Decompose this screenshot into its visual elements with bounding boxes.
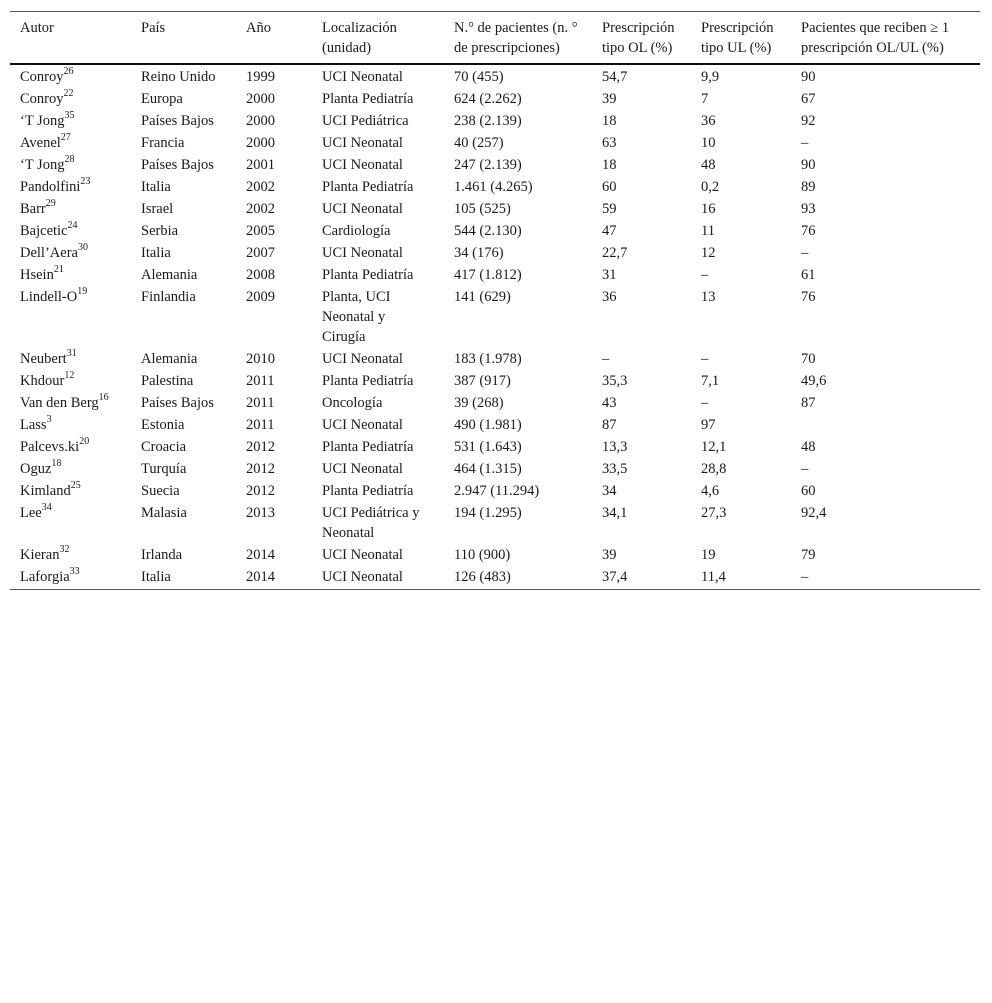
cell-ano: 2014	[236, 565, 312, 590]
reference-number: 16	[98, 392, 109, 404]
table-row	[10, 285, 980, 347]
author-name: Laforgia	[20, 569, 70, 585]
cell-pacientes-ol-ul: 70	[801, 351, 816, 367]
cell-ul: 27,3	[701, 505, 727, 521]
cell-ol: 13,3	[602, 439, 628, 455]
cell-localizacion: Planta Pediatría	[322, 179, 414, 195]
cell-ul: 4,6	[701, 483, 720, 499]
author-name: Pandolfini	[20, 179, 81, 195]
cell-pais: Irlanda	[141, 547, 183, 563]
cell-ol: 63	[602, 135, 617, 151]
cell-ol: 18	[602, 157, 617, 173]
author-name: Dell’Aera	[20, 245, 78, 261]
cell-n-pacientes: 105 (525)	[454, 201, 511, 217]
off-label-studies-table	[10, 11, 980, 590]
cell-ol: 47	[602, 223, 617, 239]
cell-n-pacientes: 70 (455)	[454, 69, 504, 85]
cell-ol: 43	[602, 395, 617, 411]
table-row	[10, 131, 980, 153]
cell-pacientes-ol-ul: 92	[801, 113, 816, 129]
cell-ol: 33,5	[602, 461, 628, 477]
author-name: Oguz	[20, 461, 52, 477]
cell-ano: 2011	[246, 373, 275, 389]
reference-number: 18	[51, 458, 62, 470]
author-name: Bajcetic	[20, 223, 68, 239]
col-header-autor: Autor	[10, 12, 131, 65]
reference-number: 29	[45, 198, 56, 210]
cell-n-pacientes: 490 (1.981)	[454, 417, 522, 433]
author-name: ‘T Jong	[20, 157, 65, 173]
cell-autor	[10, 479, 131, 501]
reference-number: 35	[64, 110, 75, 122]
cell-ano: 2000	[246, 113, 275, 129]
cell-ano: 2012	[246, 439, 275, 455]
cell-localizacion: UCI Neonatal	[322, 201, 403, 217]
reference-number: 24	[67, 220, 78, 232]
cell-ol: 18	[602, 113, 617, 129]
cell-pacientes-ol-ul	[791, 413, 980, 435]
author-name: Hsein	[20, 267, 54, 283]
cell-ul: 48	[701, 157, 716, 173]
cell-n-pacientes: 464 (1.315)	[454, 461, 522, 477]
cell-pais: Finlandia	[141, 289, 196, 305]
cell-ol: 34	[602, 483, 617, 499]
cell-ol: 31	[602, 267, 617, 283]
cell-localizacion: UCI Neonatal	[322, 417, 403, 433]
table-row	[10, 263, 980, 285]
cell-ano: 2011	[246, 417, 275, 433]
cell-ul: 11,4	[691, 565, 791, 590]
cell-pais: Italia	[131, 565, 236, 590]
table-row	[10, 153, 980, 175]
cell-ol: 39	[602, 547, 617, 563]
cell-pais: Países Bajos	[141, 395, 214, 411]
cell-ano: 2011	[246, 395, 275, 411]
cell-autor	[10, 457, 131, 479]
reference-number: 30	[77, 242, 88, 254]
cell-pais: Serbia	[141, 223, 179, 239]
cell-pacientes-ol-ul: 60	[801, 483, 816, 499]
cell-autor	[10, 175, 131, 197]
table-row	[10, 435, 980, 457]
cell-ul: 19	[701, 547, 716, 563]
cell-pacientes-ol-ul: 89	[801, 179, 816, 195]
cell-autor	[10, 109, 131, 131]
col-header-ano: Año	[236, 12, 312, 65]
cell-pacientes-ol-ul: –	[801, 135, 809, 151]
author-name: Conroy	[20, 91, 64, 107]
cell-autor	[10, 131, 131, 153]
reference-number: 33	[69, 566, 80, 578]
col-header-prescripcion-ol: Prescripción tipo OL (%)	[592, 12, 691, 65]
cell-localizacion: Planta Pediatría	[322, 91, 414, 107]
cell-pais: Italia	[141, 179, 171, 195]
reference-number: 12	[64, 370, 75, 382]
cell-ul: 97	[701, 417, 716, 433]
cell-localizacion: UCI Neonatal	[322, 547, 403, 563]
cell-pais: Alemania	[141, 267, 198, 283]
reference-number: 31	[66, 348, 77, 360]
cell-ano: 2014	[246, 547, 275, 563]
table-body	[10, 64, 980, 590]
cell-localizacion: Cardiología	[322, 223, 391, 239]
col-header-prescripcion-ul: Prescripción tipo UL (%)	[691, 12, 791, 65]
cell-ano: 2008	[246, 267, 275, 283]
cell-autor	[10, 241, 131, 263]
cell-ul: 7	[701, 91, 709, 107]
cell-ol: 34,1	[602, 505, 628, 521]
cell-autor	[10, 219, 131, 241]
cell-n-pacientes: 2.947 (11.294)	[454, 483, 540, 499]
cell-pais: Francia	[141, 135, 185, 151]
cell-ano: 2013	[246, 505, 275, 521]
table-row	[10, 543, 980, 565]
cell-pacientes-ol-ul: 76	[801, 223, 816, 239]
cell-n-pacientes: 1.461 (4.265)	[454, 179, 533, 195]
cell-localizacion: UCI Neonatal	[322, 135, 403, 151]
cell-pacientes-ol-ul: 87	[801, 395, 816, 411]
cell-ul: 16	[701, 201, 716, 217]
cell-pais: Suecia	[141, 483, 180, 499]
table-row	[10, 347, 980, 369]
off-label-studies-table-container	[10, 11, 980, 590]
reference-number: 34	[41, 502, 52, 514]
cell-ano: 2005	[246, 223, 275, 239]
reference-number: 25	[70, 480, 81, 492]
table-row	[10, 109, 980, 131]
cell-autor	[10, 501, 131, 543]
cell-autor	[10, 347, 131, 369]
cell-autor	[10, 285, 131, 347]
reference-number: 20	[79, 436, 90, 448]
cell-pacientes-ol-ul: 67	[801, 91, 816, 107]
cell-ul: 28,8	[701, 461, 727, 477]
cell-ul: 12,1	[701, 439, 727, 455]
cell-localizacion: Planta, UCI Neonatal y Cirugía	[322, 289, 391, 345]
table-row	[10, 457, 980, 479]
cell-n-pacientes: 624 (2.262)	[454, 91, 522, 107]
cell-n-pacientes: 39 (268)	[454, 395, 504, 411]
table-row	[10, 175, 980, 197]
table-row	[10, 241, 980, 263]
cell-ul: 36	[701, 113, 716, 129]
cell-n-pacientes: 238 (2.139)	[454, 113, 522, 129]
cell-n-pacientes: 126 (483)	[444, 565, 592, 590]
cell-ano: 2012	[246, 483, 275, 499]
cell-pacientes-ol-ul: 48	[801, 439, 816, 455]
cell-pacientes-ol-ul: –	[791, 565, 980, 590]
author-name: Lass	[20, 417, 47, 433]
author-name: Lindell-O	[20, 289, 78, 305]
cell-n-pacientes: 183 (1.978)	[454, 351, 522, 367]
cell-ul: 7,1	[701, 373, 720, 389]
cell-ul: 13	[701, 289, 716, 305]
author-name: Conroy	[20, 69, 64, 85]
cell-ol: 37,4	[592, 565, 691, 590]
cell-autor	[10, 64, 131, 87]
author-name: Kimland	[20, 483, 71, 499]
cell-pacientes-ol-ul: 49,6	[801, 373, 827, 389]
cell-autor	[10, 565, 131, 590]
reference-number: 28	[64, 154, 75, 166]
cell-autor	[10, 197, 131, 219]
author-name: Barr	[20, 201, 46, 217]
cell-autor	[10, 153, 131, 175]
cell-ol: 60	[602, 179, 617, 195]
reference-number: 23	[80, 176, 91, 188]
cell-pais: Europa	[141, 91, 183, 107]
table-row	[10, 87, 980, 109]
cell-localizacion: UCI Neonatal	[312, 565, 444, 590]
reference-number: 27	[60, 132, 71, 144]
cell-pais: Croacia	[141, 439, 187, 455]
cell-autor	[10, 435, 131, 457]
table-row	[10, 391, 980, 413]
author-name: Kieran	[20, 547, 60, 563]
cell-n-pacientes: 417 (1.812)	[454, 267, 522, 283]
cell-ano: 2012	[246, 461, 275, 477]
cell-autor	[10, 413, 131, 435]
cell-pacientes-ol-ul: 76	[801, 289, 816, 305]
author-name: Lee	[20, 505, 42, 521]
cell-ol: 36	[602, 289, 617, 305]
table-row	[10, 197, 980, 219]
cell-pais: Países Bajos	[141, 157, 214, 173]
cell-ano: 1999	[246, 69, 275, 85]
col-header-localizacion: Localización (unidad)	[312, 12, 444, 65]
cell-ano: 2010	[246, 351, 275, 367]
cell-pais: Países Bajos	[141, 113, 214, 129]
cell-localizacion: Oncología	[322, 395, 383, 411]
table-row	[10, 565, 980, 590]
cell-pais: Reino Unido	[141, 69, 216, 85]
cell-localizacion: Planta Pediatría	[322, 267, 414, 283]
cell-ano: 2002	[246, 179, 275, 195]
cell-pacientes-ol-ul: –	[801, 245, 809, 261]
col-header-pacientes-ol-ul: Pacientes que reciben ≥ 1 prescripción OL/UL (%)	[791, 12, 980, 65]
cell-ano: 2000	[246, 91, 275, 107]
author-name: Khdour	[20, 373, 65, 389]
cell-pacientes-ol-ul: 79	[801, 547, 816, 563]
cell-ul: 9,9	[701, 69, 720, 85]
cell-n-pacientes: 141 (629)	[454, 289, 511, 305]
cell-n-pacientes: 387 (917)	[454, 373, 511, 389]
cell-autor	[10, 87, 131, 109]
cell-n-pacientes: 40 (257)	[454, 135, 504, 151]
cell-n-pacientes: 194 (1.295)	[454, 505, 522, 521]
cell-pacientes-ol-ul: 93	[801, 201, 816, 217]
cell-localizacion: Planta Pediatría	[322, 373, 414, 389]
cell-pais: Estonia	[141, 417, 185, 433]
cell-pacientes-ol-ul: –	[801, 461, 809, 477]
cell-ano: 2009	[246, 289, 275, 305]
cell-pais: Palestina	[141, 373, 194, 389]
reference-number: 3	[46, 414, 52, 426]
cell-ano: 2001	[246, 157, 275, 173]
cell-ol: 59	[602, 201, 617, 217]
cell-ul: –	[701, 267, 709, 283]
cell-pacientes-ol-ul: 90	[801, 157, 816, 173]
cell-ol: 54,7	[602, 69, 628, 85]
cell-pacientes-ol-ul: 90	[801, 69, 816, 85]
cell-autor	[10, 391, 131, 413]
cell-pais: Turquía	[141, 461, 187, 477]
table-row	[10, 413, 980, 435]
table-row	[10, 479, 980, 501]
table-row	[10, 64, 980, 87]
cell-localizacion: UCI Neonatal	[322, 245, 403, 261]
cell-pais: Malasia	[141, 505, 187, 521]
cell-autor	[10, 543, 131, 565]
cell-pacientes-ol-ul: 61	[801, 267, 816, 283]
table-row	[10, 219, 980, 241]
cell-n-pacientes: 531 (1.643)	[454, 439, 522, 455]
table-row	[10, 501, 980, 543]
cell-ol: 87	[602, 417, 617, 433]
author-name: Avenel	[20, 135, 61, 151]
reference-number: 22	[63, 88, 74, 100]
cell-localizacion: UCI Pediátrica	[322, 113, 409, 129]
table-row	[10, 369, 980, 391]
cell-localizacion: Planta Pediatría	[322, 439, 414, 455]
author-name: Neubert	[20, 351, 67, 367]
cell-ul: 12	[701, 245, 716, 261]
cell-n-pacientes: 34 (176)	[454, 245, 504, 261]
cell-pacientes-ol-ul: 92,4	[801, 505, 827, 521]
reference-number: 26	[63, 66, 74, 78]
cell-pais: Israel	[141, 201, 174, 217]
cell-ul: 11	[701, 223, 715, 239]
cell-ul: –	[701, 395, 709, 411]
reference-number: 19	[77, 286, 88, 298]
cell-localizacion: UCI Neonatal	[322, 69, 403, 85]
cell-ol: 39	[602, 91, 617, 107]
author-name: Van den Berg	[20, 395, 99, 411]
author-name: Palcevs.ki	[20, 439, 80, 455]
cell-localizacion: UCI Neonatal	[322, 157, 403, 173]
cell-localizacion: UCI Neonatal	[322, 351, 403, 367]
cell-localizacion: UCI Neonatal	[322, 461, 403, 477]
cell-n-pacientes: 110 (900)	[454, 547, 511, 563]
col-header-n-pacientes: N.° de pacientes (n. ° de prescripciones)	[444, 12, 592, 65]
reference-number: 21	[53, 264, 64, 276]
cell-pais: Italia	[141, 245, 171, 261]
cell-localizacion: UCI Pediátrica y Neonatal	[322, 505, 420, 541]
cell-autor	[10, 263, 131, 285]
cell-localizacion: Planta Pediatría	[322, 483, 414, 499]
reference-number: 32	[59, 544, 70, 556]
cell-pais: Alemania	[141, 351, 198, 367]
cell-ol: –	[602, 351, 610, 367]
cell-autor	[10, 369, 131, 391]
cell-ol: 22,7	[602, 245, 628, 261]
author-name: ‘T Jong	[20, 113, 65, 129]
cell-n-pacientes: 544 (2.130)	[454, 223, 522, 239]
col-header-pais: País	[131, 12, 236, 65]
cell-ul: 0,2	[701, 179, 720, 195]
cell-ol: 35,3	[602, 373, 628, 389]
cell-n-pacientes: 247 (2.139)	[454, 157, 522, 173]
cell-ul: 10	[701, 135, 716, 151]
cell-ul: –	[701, 351, 709, 367]
cell-ano: 2002	[246, 201, 275, 217]
table-header-row	[10, 12, 980, 65]
cell-ano: 2000	[246, 135, 275, 151]
cell-ano: 2007	[246, 245, 275, 261]
